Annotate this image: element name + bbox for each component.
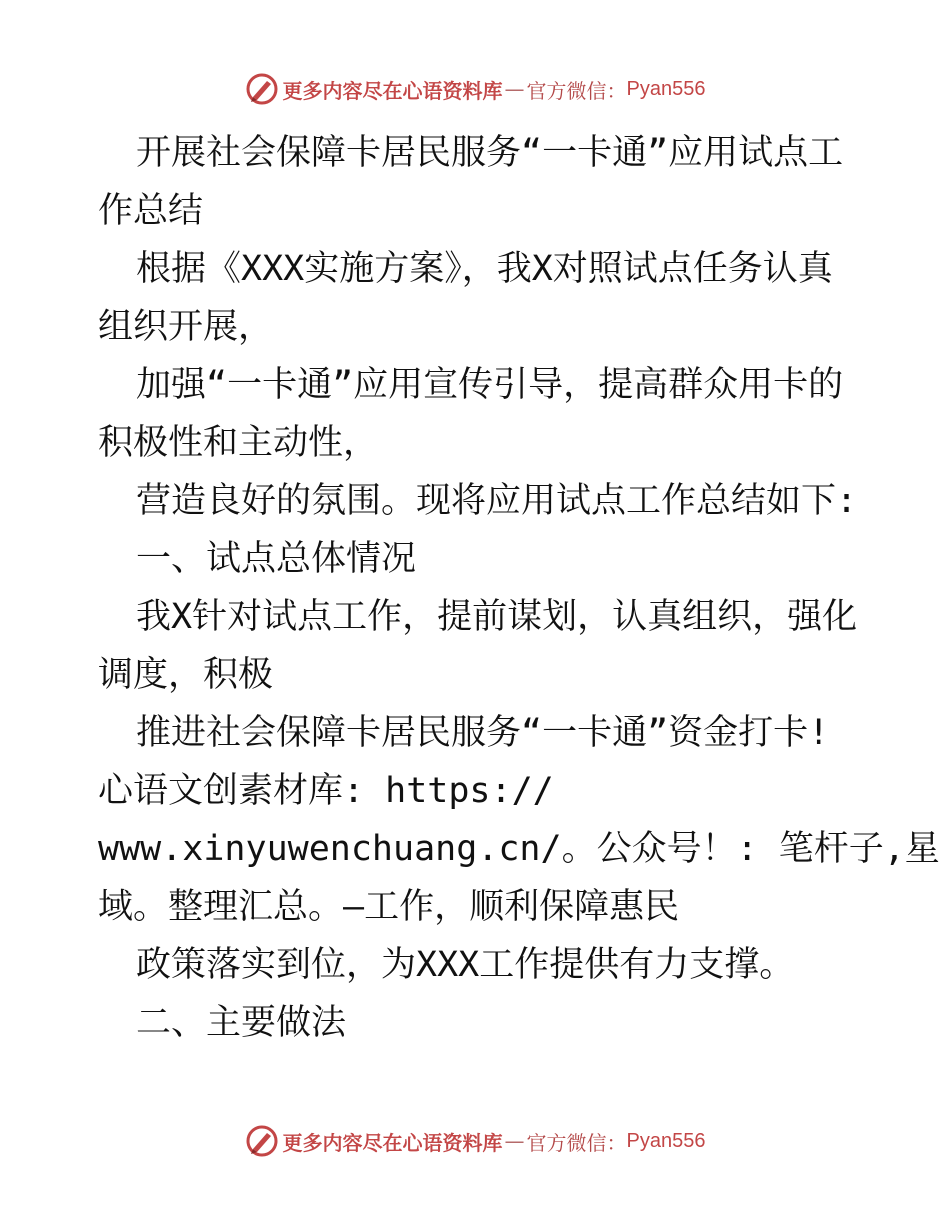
banner-main-text: 更多内容尽在心语资料库 (282, 78, 503, 103)
doc-line: 作总结 (98, 191, 204, 231)
banner-sub-text: 官方微信： (526, 78, 627, 103)
banner-separator: — (504, 77, 525, 101)
banner-wechat-id: Pyan556 (626, 77, 706, 100)
banner-separator: — (504, 1129, 525, 1153)
doc-line: 一、试点总体情况 (136, 539, 417, 579)
pen-logo-icon (245, 72, 279, 106)
doc-line: 加强“一卡通”应用宣传引导，提高群众用卡的 (136, 365, 844, 405)
pen-logo-icon (245, 1124, 279, 1158)
banner-sub-text: 官方微信： (526, 1130, 627, 1155)
doc-line: 推进社会保障卡居民服务“一卡通”资金打卡! (136, 713, 830, 753)
banner-main-text: 更多内容尽在心语资料库 (282, 1130, 503, 1155)
doc-line: 我X针对试点工作，提前谋划，认真组织，强化 (136, 597, 858, 637)
doc-line: 组织开展， (98, 307, 274, 347)
doc-line: 二、主要做法 (136, 1003, 347, 1043)
doc-line: 营造良好的氛围。现将应用试点工作总结如下: (136, 481, 858, 521)
doc-line: 政策落实到位，为XXX工作提供有力支撑。 (136, 945, 795, 985)
doc-line: 开展社会保障卡居民服务“一卡通”应用试点工 (136, 133, 844, 173)
header-banner (0, 72, 950, 106)
doc-line: 心语文创素材库: https:// (98, 771, 554, 811)
footer-banner (0, 1124, 950, 1158)
document-body (98, 124, 940, 1052)
doc-line: 域。整理汇总。—工作，顺利保障惠民 (98, 887, 680, 927)
doc-line: 调度，积极 (98, 655, 274, 695)
banner-wechat-id: Pyan556 (626, 1129, 706, 1152)
doc-line: 积极性和主动性， (98, 423, 379, 463)
doc-line: 根据《XXX实施方案》，我X对照试点任务认真 (136, 249, 833, 289)
doc-line: www.xinyuwenchuang.cn/。公众号！: 笔杆子,星 (98, 829, 940, 869)
